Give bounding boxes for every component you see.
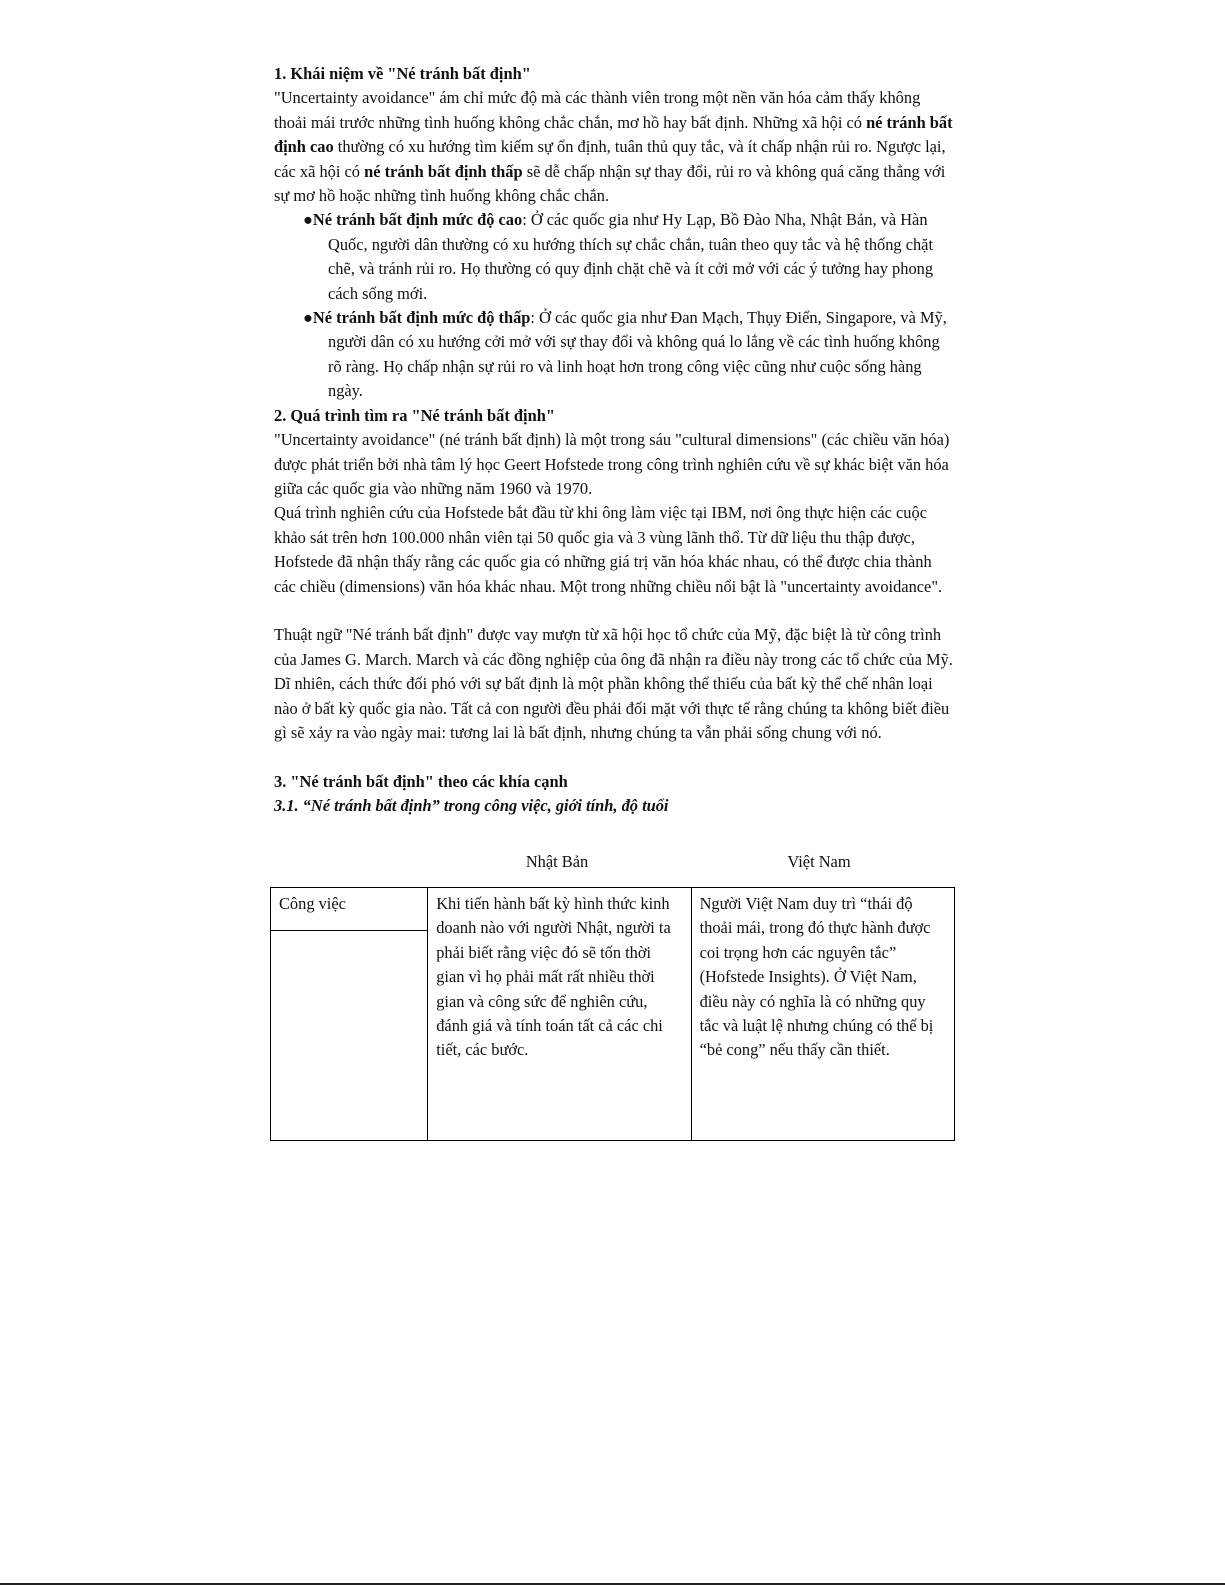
table-row (271, 888, 955, 931)
empty-label-cell (271, 931, 428, 1141)
section-2-paragraph-3: Thuật ngữ "Né tránh bất định" được vay mượn từ xã hội học tổ chức của Mỹ, đặc biệt là từ công trình của James G. March. March và các đồng nghiệp của ông đã nhận ra điều này trong các tổ chức của Mỹ. Dĩ nhiên, cách thức đối phó với sự bất định là một phần không thể thiếu của bất kỳ thể chế nhân loại nào ở bất kỳ quốc gia nào. Tất cả con người đều phải đối mặt với thực tế rằng chúng ta không biết điều gì sẽ xảy ra vào ngày mai: tương lai là bất định, nhưng chúng ta vẫn phải sống chung với nó. (274, 625, 953, 742)
column-header-vietnam: Việt Nam (787, 852, 851, 871)
bullet-text: : Ở các quốc gia như Hy Lạp, Bồ Đào Nha, Nhật Bản, và Hàn Quốc, người dân thường có xu hướng thích sự chắc chắn, tuân theo quy tắc và hệ thống chặt chẽ, và tránh rủi ro. Họ thường có quy định chặt chẽ và ít cởi mở với các ý tưởng hay phong cách sống mới. (328, 210, 934, 303)
intro-text-1: "Uncertainty avoidance" ám chỉ mức độ mà các thành viên trong một nền văn hóa cảm thấy không thoải mái trước những tình huống không chắc chắn, mơ hồ hay bất định. Những xã hội có (274, 88, 921, 132)
spacer (274, 745, 954, 769)
comparison-table (270, 887, 955, 1141)
section-1-heading: 1. Khái niệm về "Né tránh bất định" (274, 64, 531, 83)
bullet-bold-label: Né tránh bất định mức độ thấp (312, 308, 531, 328)
bullet-dot-icon: ● (303, 210, 313, 230)
spacer (274, 599, 954, 623)
section-1-intro (274, 86, 954, 208)
column-header-row (270, 852, 955, 886)
section-2-heading: 2. Quá trình tìm ra "Né tránh bất định" (274, 405, 555, 425)
comparison-table-wrapper (270, 852, 955, 1060)
section-3-subheading: 3.1. “Né tránh bất định” trong công việc, giới tính, độ tuổi (274, 796, 669, 816)
bullet-text: : Ở các quốc gia như Đan Mạch, Thụy Điển, Singapore, và Mỹ, người dân có xu hướng cởi mở với sự thay đổi và không quá lo lắng về các tình huống không rõ ràng. Họ chấp nhận sự rủi ro và linh hoạt hơn trong công việc cũng như cuộc sống hàng ngày. (328, 308, 947, 401)
vietnam-cell: Người Việt Nam duy trì “thái độ thoải mái, trong đó thực hành được coi trọng hơn các nguyên tắc” (Hofstede Insights). Ở Việt Nam, điều này có nghĩa là có những quy tắc và luật lệ nhưng chúng có thể bị “bẻ cong” nếu thấy cần thiết. (691, 888, 954, 1141)
bullet-item-high (274, 208, 954, 306)
intro-bold-low: né tránh bất định thấp (364, 161, 523, 181)
intro-bold-high: né tránh bất định cao (274, 112, 953, 157)
row-label-cell: Công việc (271, 888, 428, 931)
document-body (274, 62, 954, 819)
section-3-heading: 3. "Né tránh bất định" theo các khía cạnh (274, 771, 568, 791)
section-2-paragraph-2: Quá trình nghiên cứu của Hofstede bắt đầu từ khi ông làm việc tại IBM, nơi ông thực hiện các cuộc khảo sát trên hơn 100.000 nhân viên tại 50 quốc gia và 3 vùng lãnh thổ. Từ dữ liệu thu thập được, Hofstede đã nhận thấy rằng các quốc gia có những giá trị văn hóa khác nhau, có thể được chia thành các chiều (dimensions) văn hóa khác nhau. Một trong những chiều nổi bật là "uncertainty avoidance". (274, 503, 943, 596)
bullet-item-low (274, 306, 954, 404)
bullet-dot-icon: ● (303, 308, 313, 328)
bullet-list (274, 208, 954, 403)
bullet-bold-label: Né tránh bất định mức độ cao (312, 210, 523, 230)
intro-text-3: sẽ dễ chấp nhận sự thay đổi, rủi ro và không quá căng thẳng với sự mơ hồ hoặc những tình huống không chắc chắn. (274, 161, 946, 206)
section-2-paragraph-1: "Uncertainty avoidance" (né tránh bất định) là một trong sáu "cultural dimensions" (các chiều văn hóa) được phát triển bởi nhà tâm lý học Geert Hofstede trong công trình nghiên cứu về sự khác biệt văn hóa giữa các quốc gia vào những năm 1960 và 1970. (274, 430, 950, 498)
column-header-japan: Nhật Bản (525, 852, 589, 871)
japan-cell: Khi tiến hành bất kỳ hình thức kinh doanh nào với người Nhật, người ta phải biết rằng việc đó sẽ tốn thời gian vì họ phải mất rất nhiều thời gian và công sức để nghiên cứu, đánh giá và tính toán tất cả các chi tiết, các bước. (428, 888, 691, 1141)
intro-text-2: thường có xu hướng tìm kiếm sự ổn định, tuân thủ quy tắc, và ít chấp nhận rủi ro. Ngược lại, các xã hội có (274, 137, 946, 181)
